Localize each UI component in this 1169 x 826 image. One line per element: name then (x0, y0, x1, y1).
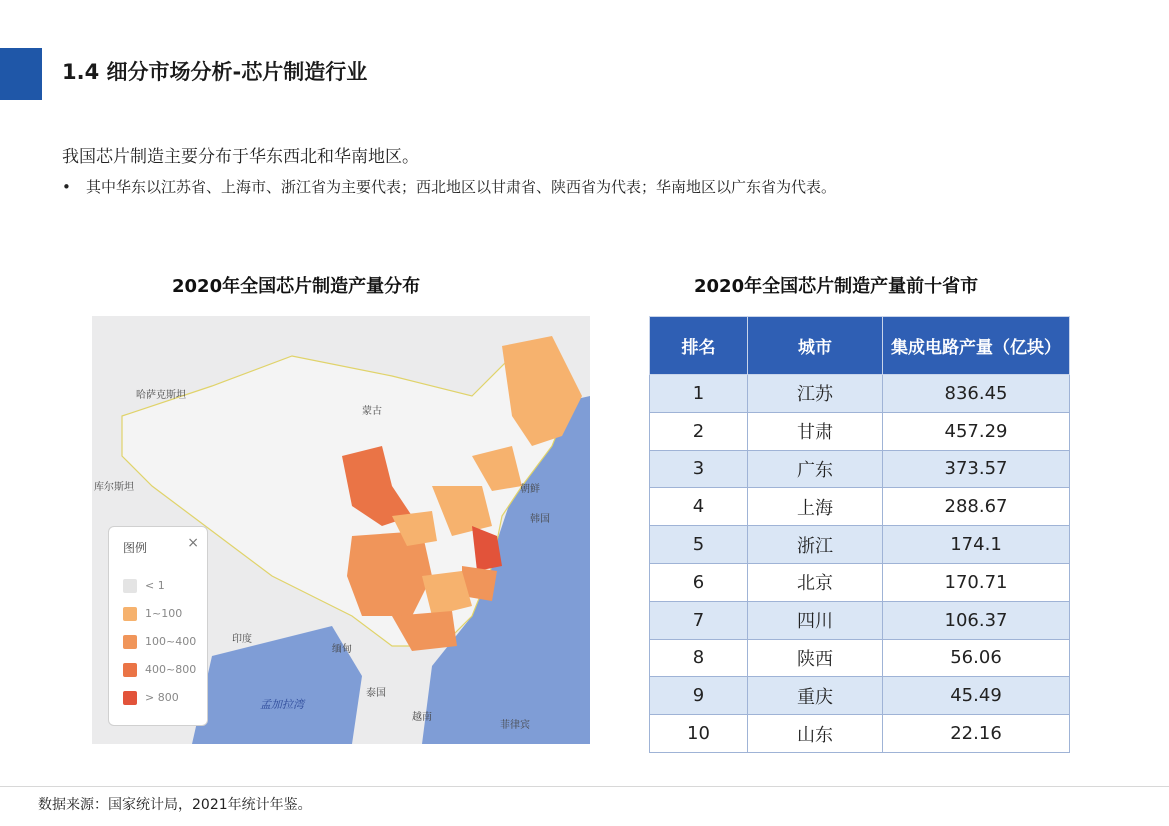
cell-rank: 2 (650, 412, 748, 450)
legend-swatch (123, 635, 137, 649)
cell-city: 甘肃 (748, 412, 883, 450)
cell-output: 22.16 (883, 715, 1070, 753)
cell-city: 上海 (748, 488, 883, 526)
label-philippines: 菲律宾 (500, 720, 530, 731)
legend-label: 400~800 (145, 663, 197, 676)
header-accent-bar (0, 48, 42, 100)
legend-item (123, 579, 165, 595)
legend-item (123, 635, 196, 651)
cell-rank: 6 (650, 563, 748, 601)
cell-city: 重庆 (748, 677, 883, 715)
bullet-text: 其中华东以江苏省、上海市、浙江省为主要代表；西北地区以甘肃省、陕西省为代表；华南地区以广东省为代表。 (86, 178, 837, 196)
bullet-dot: • (62, 178, 71, 196)
cell-rank: 4 (650, 488, 748, 526)
china-map[interactable] (92, 316, 590, 744)
legend-label: > 800 (145, 691, 179, 704)
intro-bullet (62, 176, 836, 197)
table-row (650, 639, 1070, 677)
table-row (650, 715, 1070, 753)
cell-output: 373.57 (883, 450, 1070, 488)
cell-output: 106.37 (883, 601, 1070, 639)
legend-item (123, 691, 179, 707)
cell-city: 广东 (748, 450, 883, 488)
legend-close-icon[interactable]: × (187, 535, 199, 551)
label-bay-of-bengal: 孟加拉湾 (260, 698, 304, 711)
table-row (650, 450, 1070, 488)
legend-item (123, 607, 182, 623)
legend-item (123, 663, 196, 679)
legend-swatch (123, 579, 137, 593)
legend-swatch (123, 691, 137, 705)
table-row (650, 563, 1070, 601)
map-legend (108, 526, 208, 726)
cell-city: 浙江 (748, 526, 883, 564)
table-row (650, 375, 1070, 413)
data-source-note: 数据来源：国家统计局，2021年统计年鉴。 (38, 797, 312, 813)
table-header-row (650, 317, 1070, 375)
cell-output: 170.71 (883, 563, 1070, 601)
cell-rank: 1 (650, 375, 748, 413)
legend-label: < 1 (145, 579, 165, 592)
header-output: 集成电路产量（亿块） (883, 317, 1070, 375)
cell-rank: 3 (650, 450, 748, 488)
label-vietnam: 越南 (412, 712, 432, 723)
table-row (650, 677, 1070, 715)
label-korea-s: 韩国 (530, 514, 550, 525)
label-korea-n: 朝鲜 (520, 484, 540, 495)
table-row (650, 526, 1070, 564)
label-india: 印度 (232, 634, 252, 645)
cell-city: 陕西 (748, 639, 883, 677)
legend-swatch (123, 663, 137, 677)
legend-swatch (123, 607, 137, 621)
legend-label: 100~400 (145, 635, 197, 648)
cell-city: 四川 (748, 601, 883, 639)
cell-rank: 10 (650, 715, 748, 753)
page-title: 1.4 细分市场分析-芯片制造行业 (62, 60, 368, 84)
cell-rank: 7 (650, 601, 748, 639)
footer-divider (0, 786, 1169, 787)
table-row (650, 412, 1070, 450)
table-row (650, 601, 1070, 639)
cell-rank: 5 (650, 526, 748, 564)
cell-output: 288.67 (883, 488, 1070, 526)
cell-rank: 9 (650, 677, 748, 715)
cell-output: 45.49 (883, 677, 1070, 715)
cell-city: 北京 (748, 563, 883, 601)
header-city: 城市 (748, 317, 883, 375)
cell-output: 457.29 (883, 412, 1070, 450)
label-thailand: 泰国 (366, 688, 386, 699)
label-mongolia: 蒙古 (362, 406, 382, 417)
cell-output: 56.06 (883, 639, 1070, 677)
legend-label: 1~100 (145, 607, 183, 620)
cell-output: 174.1 (883, 526, 1070, 564)
table-title: 2020年全国芯片制造产量前十省市 (694, 276, 979, 297)
intro-text: 我国芯片制造主要分布于华东西北和华南地区。 (62, 147, 419, 167)
cell-rank: 8 (650, 639, 748, 677)
cell-city: 江苏 (748, 375, 883, 413)
cell-city: 山东 (748, 715, 883, 753)
table-row (650, 488, 1070, 526)
label-myanmar: 缅甸 (332, 644, 352, 655)
cell-output: 836.45 (883, 375, 1070, 413)
ranking-table (649, 316, 1070, 753)
map-title: 2020年全国芯片制造产量分布 (172, 276, 421, 297)
legend-title: 图例 (123, 541, 148, 555)
label-kyrgyzstan: 库尔斯坦 (94, 482, 134, 493)
label-kazakhstan: 哈萨克斯坦 (136, 390, 186, 401)
header-rank: 排名 (650, 317, 748, 375)
